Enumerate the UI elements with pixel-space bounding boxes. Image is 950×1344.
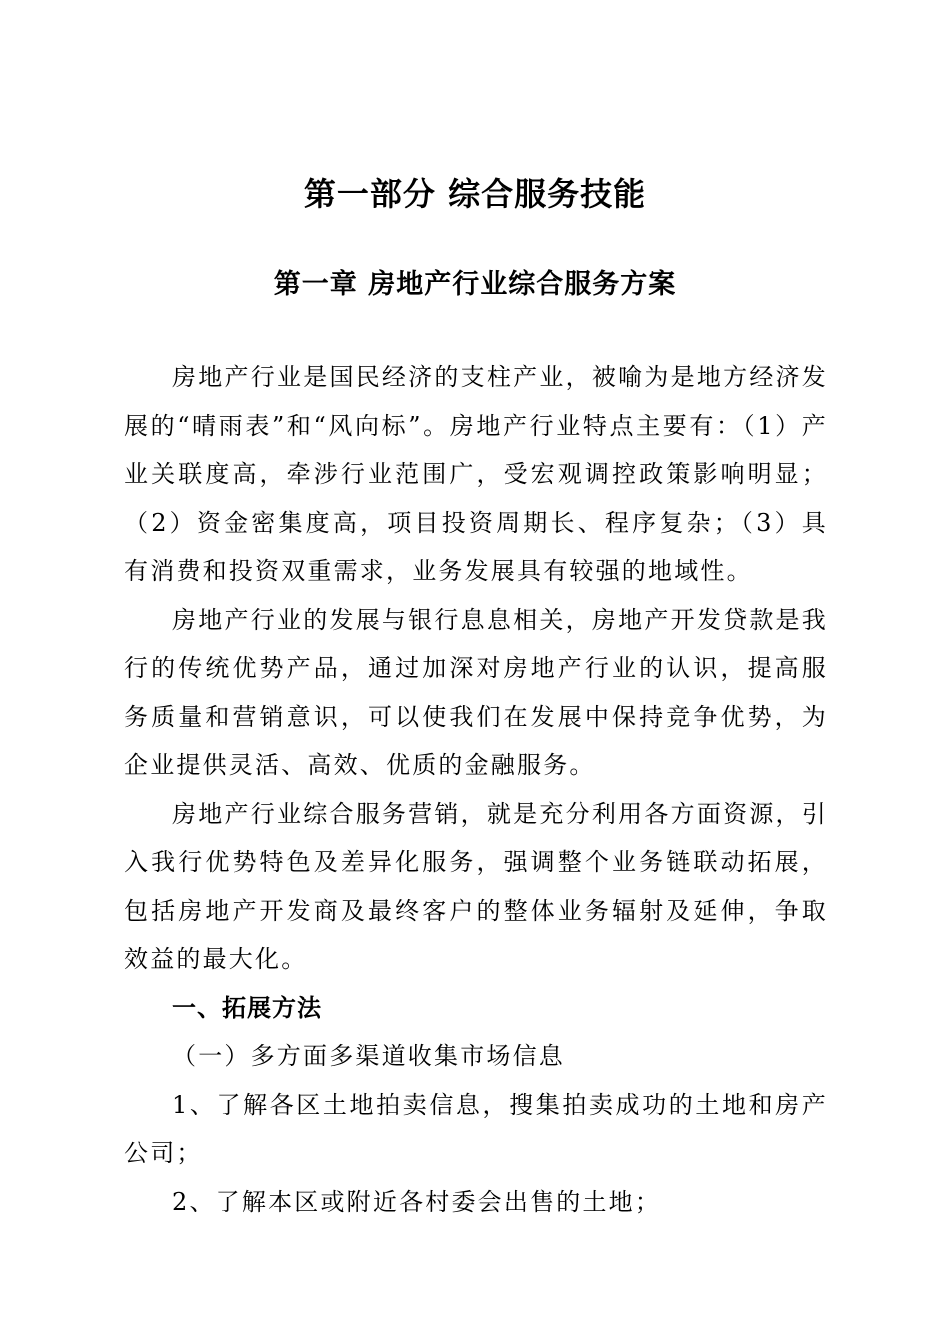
- list-item: 1、了解各区土地拍卖信息，搜集拍卖成功的土地和房产公司；: [124, 1090, 828, 1167]
- paragraph-bank-relation: 房地产行业的发展与银行息息相关，房地产开发贷款是我行的传统优势产品，通过加深对房地产行业的认识，提高服务质量和营销意识，可以使我们在发展中保持竞争优势，为企业提供灵活、高效、优质的金融服务。: [124, 605, 828, 779]
- subsection-heading: （一）多方面多渠道收集市场信息: [172, 1042, 565, 1070]
- part-title: 第一部分 综合服务技能: [303, 175, 647, 213]
- chapter-title: 第一章 房地产行业综合服务方案: [273, 269, 677, 300]
- document-body: [124, 353, 828, 1226]
- paragraph-service-marketing: 房地产行业综合服务营销，就是充分利用各方面资源，引入我行优势特色及差异化服务，强调整个业务链联动拓展，包括房地产开发商及最终客户的整体业务辐射及延伸，争取效益的最大化。: [124, 799, 828, 973]
- section-heading: 一、拓展方法: [172, 992, 322, 1022]
- list-item: 2、了解本区或附近各村委会出售的土地；: [172, 1187, 662, 1216]
- paragraph-industry-overview: 房地产行业是国民经济的支柱产业，被喻为是地方经济发展的“晴雨表”和“风向标”。房地产行业特点主要有：（1）产业关联度高，牵涉行业范围广，受宏观调控政策影响明显；（2）资金密集度高，项目投资周期长、程序复杂；（3）具有消费和投资双重需求，业务发展具有较强的地域性。: [124, 363, 828, 585]
